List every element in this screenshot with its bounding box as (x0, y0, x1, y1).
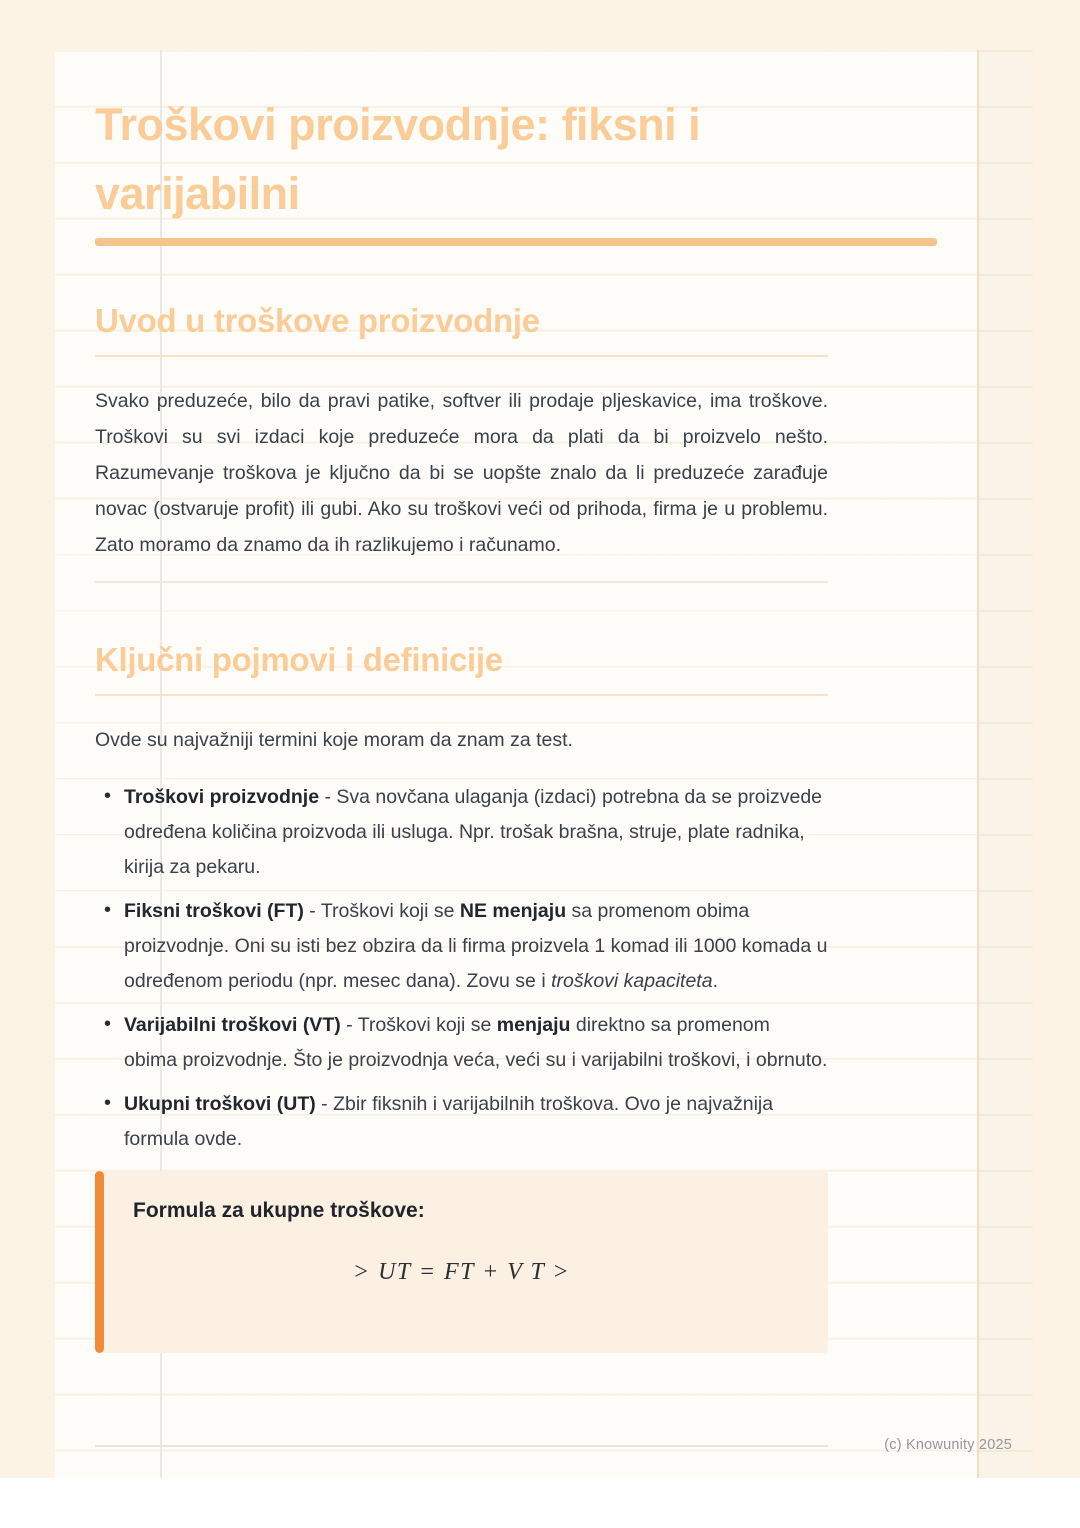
term-label: Varijabilni troškovi (VT) (124, 1014, 341, 1036)
term-label: Ukupni troškovi (UT) (124, 1093, 316, 1115)
section-heading-intro: Uvod u troškove proizvodnje (95, 302, 540, 339)
title-underline (95, 238, 937, 246)
section-divider (95, 581, 828, 583)
callout-title: Formula za ukupne troškove: (133, 1199, 425, 1222)
term-text: direktno sa promenom obima proizvodnje. Što je proizvodnja veća, veći su i varijabilni troškovi, i obrnuto. (124, 1014, 828, 1071)
term-label: Troškovi proizvodnje (124, 786, 320, 808)
intro-paragraph: Svako preduzeće, bilo da pravi patike, softver ili prodaje pljeskavice, ima troškove. Troškovi su svi izdaci koje preduzeće mora da plati da bi proizvelo nešto. Razumevanje troškova je ključno da bi se uopšte znalo da li preduzeće zarađuje novac (ostvaruje profit) ili gubi. Ako su troškovi veći od prihoda, firma je u problemu. Zato moramo da znamo da ih razlikujemo i računamo. (95, 390, 828, 556)
callout-formula: > UT = FT + V T > (352, 1259, 571, 1285)
copyright-text: (c) Knowunity 2025 (884, 1437, 1012, 1453)
callout-accent-bar (95, 1171, 104, 1353)
notebook-paper (55, 50, 1033, 1478)
term-text: - Troškovi koji se (303, 900, 460, 922)
page-title (95, 90, 828, 228)
heading-underline-terms (95, 694, 828, 696)
term-text: sa promenom obima proizvodnje. Oni su isti bez obzira da li firma proizvela 1 komad ili 1000 komada u određenom periodu (npr. mesec dana). Zovu se i (124, 900, 828, 992)
term-text: - Sva novčana ulaganja (izdaci) potrebna da se proizvede određena količina proizvoda ili usluga. Npr. trošak brašna, struje, plate radnika, kirija za pekaru. (124, 786, 823, 878)
section-heading-terms: Ključni pojmovi i definicije (95, 641, 503, 678)
term-list (95, 780, 828, 1157)
list-item (95, 894, 828, 999)
term-italic-text: troškovi kapaciteta (551, 970, 713, 992)
term-text: . (712, 970, 718, 992)
term-label: menjaju (496, 1014, 571, 1036)
heading-underline-intro (95, 355, 828, 357)
document-content (95, 50, 828, 1353)
right-margin-strip (977, 50, 1033, 1478)
list-item (95, 1087, 828, 1157)
list-item (95, 780, 828, 885)
term-label: NE menjaju (459, 900, 567, 922)
term-text: - Zbir fiksnih i varijabilnih troškova. Ovo je najvažnija formula ovde. (124, 1093, 774, 1150)
term-text: - Troškovi koji se (340, 1014, 497, 1036)
callout-box (95, 1171, 828, 1353)
footer-divider (95, 1445, 828, 1447)
term-label: Fiksni troškovi (FT) (124, 900, 304, 922)
page-title-line-2: varijabilni (95, 168, 300, 219)
page-title-line-1: Troškovi proizvodnje: fiksni i (95, 99, 701, 150)
terms-lead-paragraph: Ovde su najvažniji termini koje moram da znam za test. (95, 729, 573, 751)
list-item (95, 1008, 828, 1078)
